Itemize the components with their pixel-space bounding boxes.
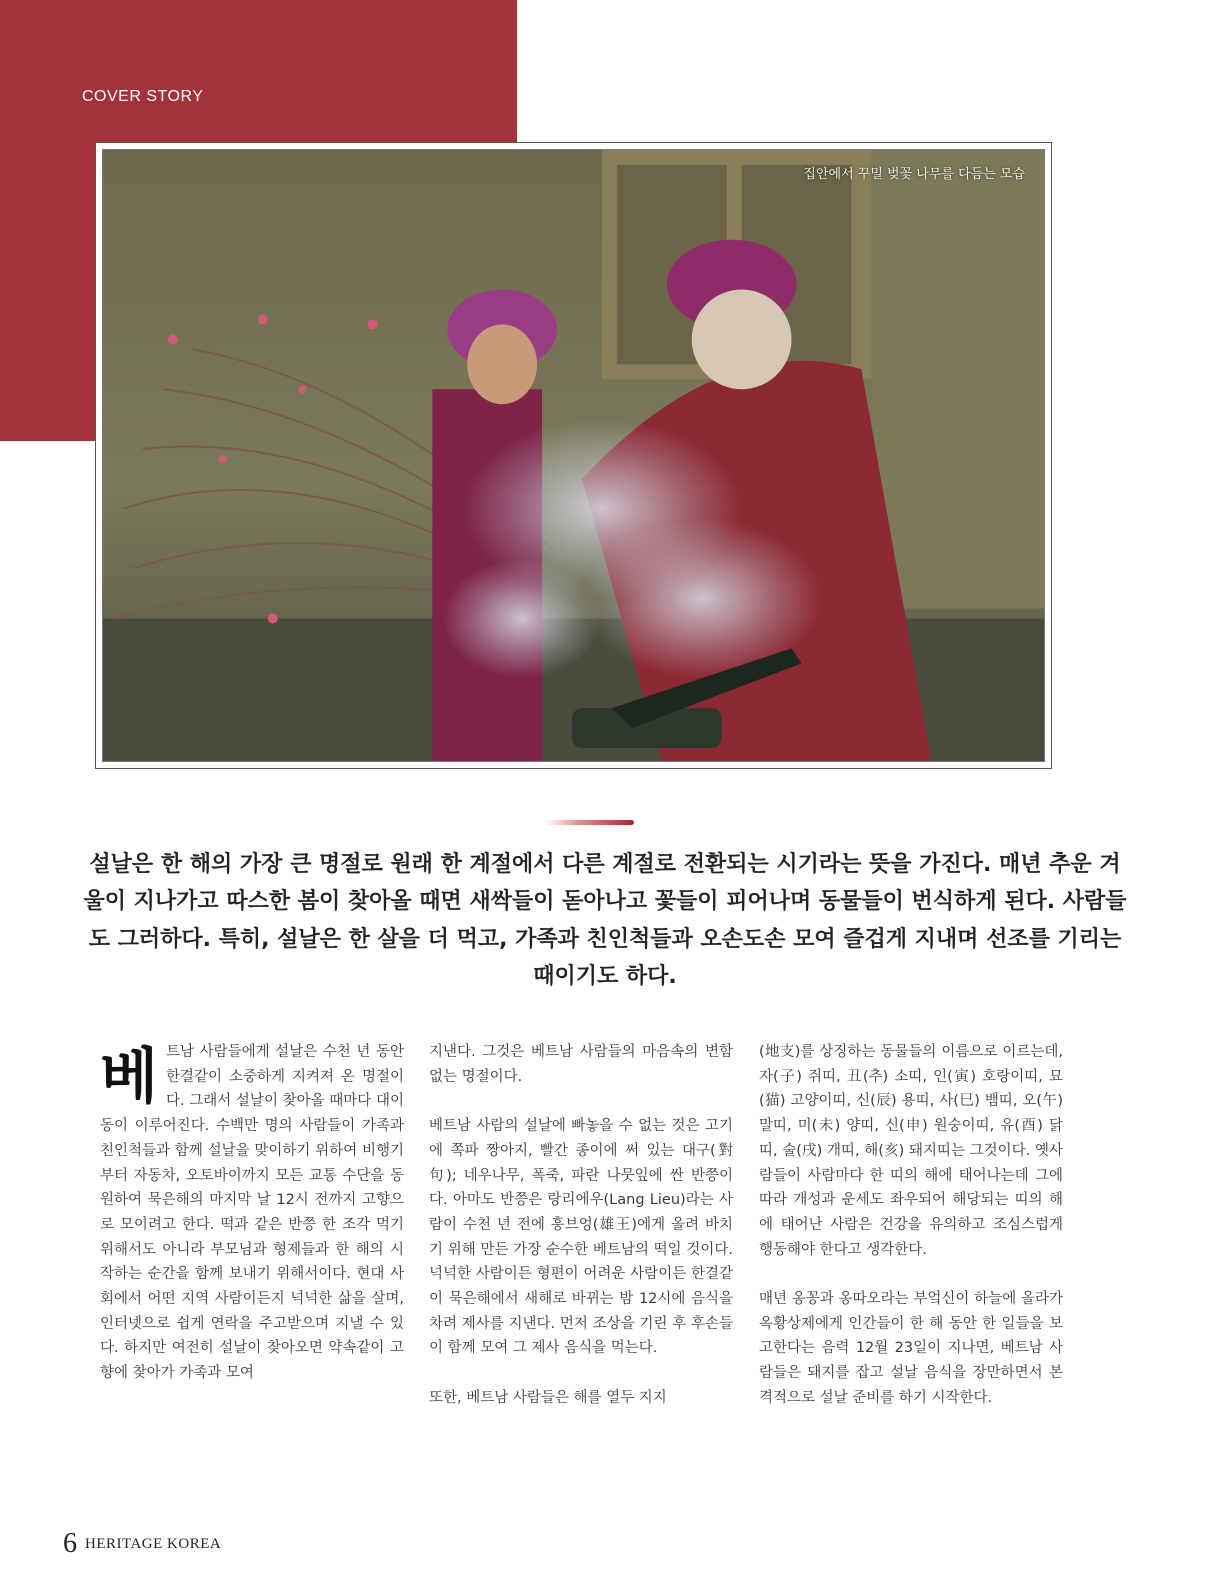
decorative-divider xyxy=(545,820,634,825)
body-column-1 xyxy=(100,1040,404,1386)
cover-photo-frame xyxy=(95,142,1052,769)
body-text: 트남 사람들에게 설날은 수천 년 동안 한결같이 소중하게 지켜져 온 명절이다. 그래서 설날이 찾아올 때마다 대이동이 이루어진다. 수백만 명의 사람들이 가족과 친인척들과 함께 설날을 맞이하기 위하여 비행기부터 자동차, 오토바이까지 모든 교통 수단을 동원하여 묵은해의 마지막 날 12시 전까지 고향으로 모이려고 한다. 떡과 같은 반쯩 한 조각 먹기 위해서도 아니라 부모님과 형제들과 한 해의 시작하는 순간을 함께 보내기 위해서이다. 현대 사회에서 어떤 지역 사람이든지 넉넉한 삶을 살며, 인터넷으로 쉽게 연락을 주고받으며 지낼 수 있다. 하지만 여전히 설날이 찾아오면 약속같이 고향에 찾아가 가족과 모여 xyxy=(100,1044,404,1382)
body-paragraph: 베트남 사람의 설날에 빠놓을 수 없는 것은 고기에 쪽파 짱아지, 빨간 종이에 써 있는 대구(對句); 네우나무, 폭죽, 파란 나뭇잎에 싼 반쯩이다. 아마도 반쯩은 랑리에우(Lang Lieu)라는 사람이 수천 년 전에 훙브엉(雄王)에게 올려 바치기 위해 만든 가장 순수한 베트남의 떡일 것이다. 넉넉한 사람이든 형편이 어려운 사람이든 한결같이 묵은해에서 새해로 바뀌는 밤 12시에 음식을 차려 제사를 지낸다. 먼저 조상을 기린 후 후손들이 함께 모여 그 제사 음식을 먹는다. xyxy=(429,1118,733,1357)
photo-caption: 집안에서 꾸밀 벚꽃 나무를 다듬는 모습 xyxy=(803,167,1025,182)
page-number: 6 xyxy=(63,1528,77,1559)
body-paragraph: 또한, 베트남 사람들은 해를 열두 지지 xyxy=(429,1389,667,1406)
lead-paragraph: 설날은 한 해의 가장 큰 명절로 원래 한 계절에서 다른 계절로 전환되는 시기라는 뜻을 가진다. 매년 추운 겨울이 지나가고 따스한 봄이 찾아올 때면 새싹들이 돋아나고 꽃들이 피어나며 동물들이 번식하게 된다. 사람들도 그러하다. 특히, 설날은 한 살을 더 먹고, 가족과 친인척들과 오손도손 모여 즐겁게 지내며 선조를 기리는 때이기도 하다. xyxy=(83,852,1127,990)
body-column-2 xyxy=(429,1040,733,1411)
body-column-3 xyxy=(759,1040,1063,1411)
body-paragraph: 지낸다. 그것은 베트남 사람들의 마음속의 변함없는 명절이다. xyxy=(429,1044,733,1085)
magazine-name: HERITAGE KOREA xyxy=(85,1535,222,1552)
body-paragraph: (地支)를 상징하는 동물들의 이름으로 이르는데, 자(子) 쥐띠, 丑(추) 소띠, 인(寅) 호랑이띠, 묘(猫) 고양이띠, 신(辰) 용띠, 사(巳) 뱀띠, 오(午) 말띠, 미(未) 양띠, 신(申) 원숭이띠, 유(酉) 닭띠, 술(戌) 개띠, 해(亥) 돼지띠는 그것이다. 옛사람들이 사람마다 한 띠의 해에 태어나는데 그에 따라 개성과 운세도 좌우되어 해당되는 띠의 해에 태어난 사람은 건강을 유의하고 조심스럽게 행동해야 한다고 생각한다. xyxy=(759,1044,1063,1258)
drop-cap: 베 xyxy=(100,1042,158,1112)
photo-illustration xyxy=(103,150,1044,761)
body-paragraph xyxy=(100,1040,404,1386)
section-label: COVER STORY xyxy=(82,88,204,105)
body-paragraph: 매년 옹꽁과 옹따오라는 부엌신이 하늘에 올라가 옥황상제에게 인간들이 한 해 동안 한 일들을 보고한다는 음력 12월 23일이 지나면, 베트남 사람들은 돼지를 잡고 설날 음식을 장만하면서 본격적으로 설날 준비를 하기 시작한다. xyxy=(759,1291,1063,1406)
cover-photo xyxy=(102,149,1045,762)
page-footer xyxy=(63,1528,221,1560)
